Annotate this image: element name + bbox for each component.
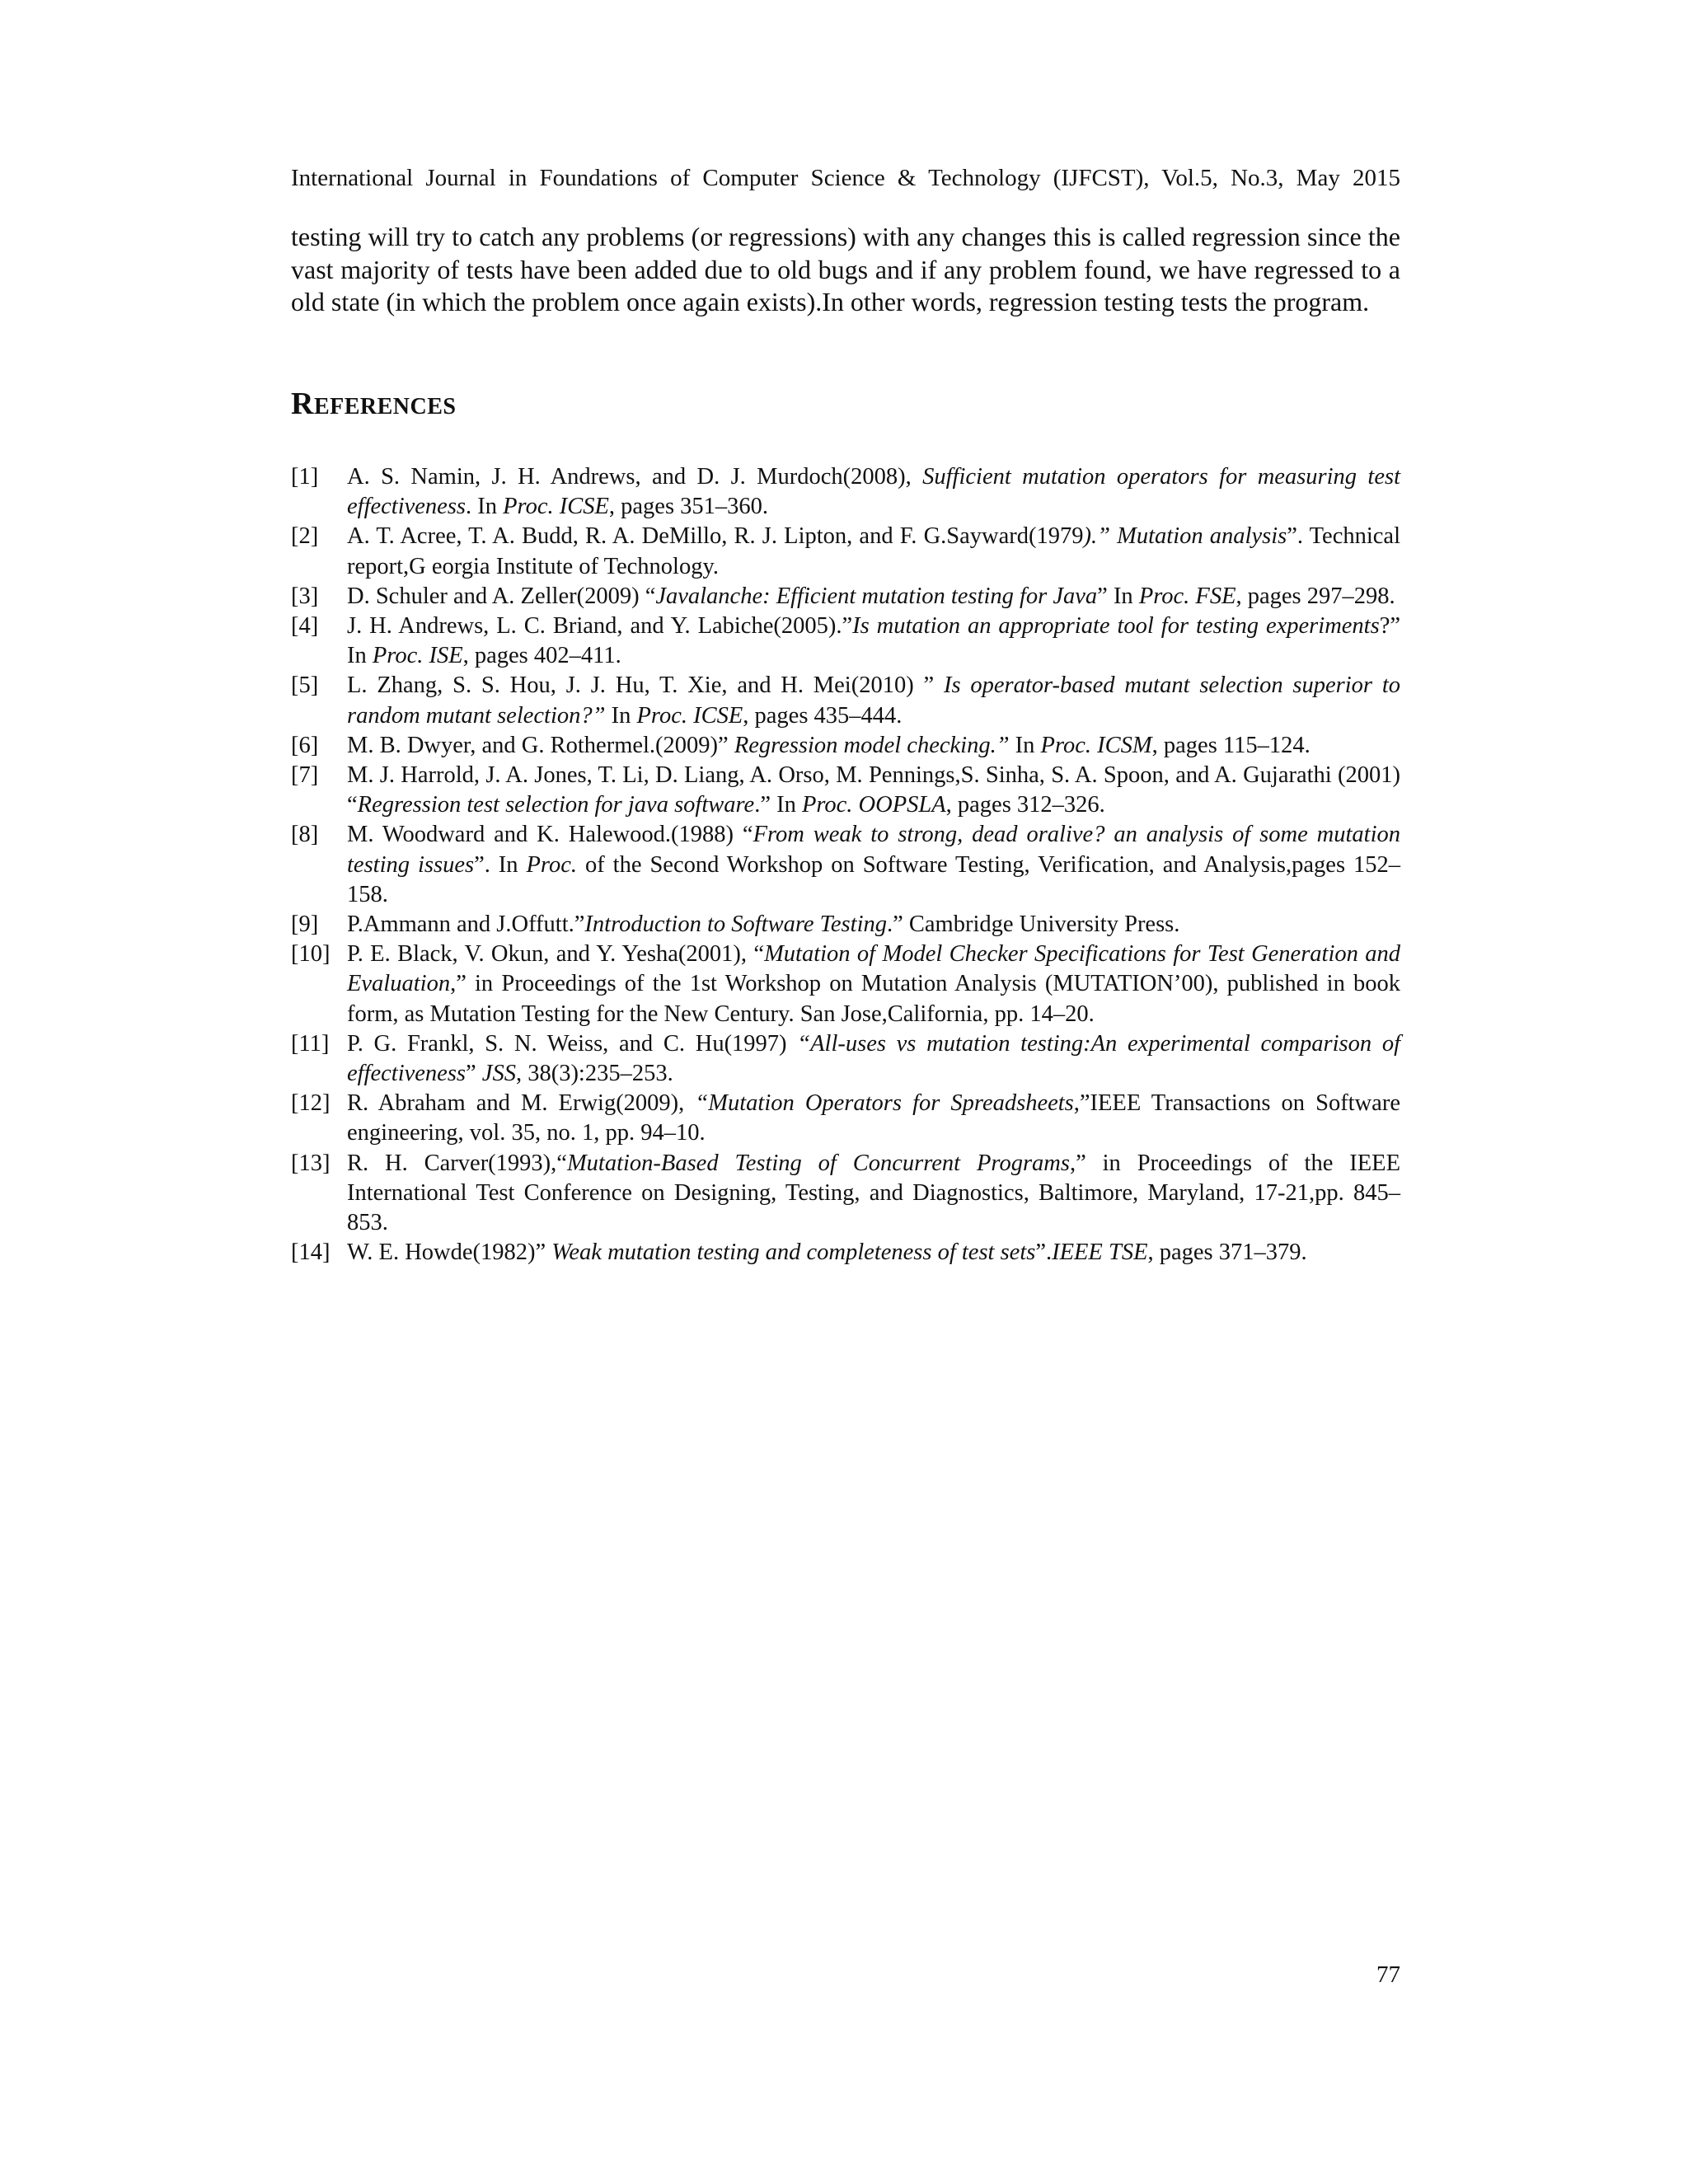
reference-number: [2] — [291, 523, 319, 550]
reference-text-segment: , pages 312–326. — [945, 792, 1105, 818]
reference-text — [347, 1149, 1400, 1239]
reference-text-segment: , pages 435–444. — [743, 702, 903, 729]
reference-text-segment: of the Second Workshop on Software Testing, Verification, and Analysis,pages 152–158. — [347, 851, 1400, 907]
reference-text — [347, 671, 1400, 730]
reference-italic-segment: From weak to strong, dead oralive? an analysis of some mutation testing issues — [347, 822, 1400, 878]
reference-text — [347, 1238, 1400, 1268]
reference-number: [13] — [291, 1150, 331, 1176]
reference-text-segment: ” — [466, 1061, 482, 1087]
reference-italic-segment: Proc. — [526, 851, 577, 878]
reference-text-segment: W. E. Howde(1982)” — [347, 1240, 552, 1266]
reference-number: [1] — [291, 464, 319, 490]
reference-text-segment: . In — [466, 494, 504, 520]
reference-item — [291, 761, 1400, 820]
reference-text-segment: , 38(3):235–253. — [515, 1061, 673, 1087]
reference-text-segment: P. G. Frankl, S. N. Weiss, and C. Hu(1997) — [347, 1030, 798, 1057]
reference-italic-segment: Proc. OOPSLA — [801, 792, 946, 818]
reference-italic-segment: Is operator-based mutant selection superior to random mutant selection?” — [347, 673, 1400, 729]
reference-italic-segment: Javalanche: Efficient mutation testing for Java — [655, 583, 1098, 609]
reference-item — [291, 522, 1400, 581]
references-heading — [291, 386, 457, 425]
reference-item — [291, 462, 1400, 522]
reference-number: [3] — [291, 583, 319, 609]
reference-italic-segment: JSS — [481, 1061, 516, 1087]
reference-text — [347, 1029, 1400, 1089]
reference-text — [347, 582, 1400, 612]
reference-item — [291, 582, 1400, 612]
reference-text-segment: P.Ammann and J.Offutt.” — [347, 912, 585, 938]
reference-number: [14] — [291, 1240, 331, 1266]
reference-item — [291, 910, 1400, 940]
reference-item — [291, 820, 1400, 910]
reference-item — [291, 1238, 1400, 1268]
reference-italic-segment: Weak mutation testing and completeness of test sets — [551, 1240, 1036, 1266]
reference-text-segment: M. B. Dwyer, and G. Rothermel.(2009)” — [347, 732, 734, 758]
reference-text-segment: D. Schuler and A. Zeller(2009) “ — [347, 583, 656, 609]
reference-text-segment: ,” in Proceedings of the IEEE International Test Conference on Designing, Testing, and Diagnostics, Baltimore, Maryland, 17-21,pp. 845–853. — [347, 1150, 1400, 1236]
reference-text — [347, 761, 1400, 820]
references-heading-initial: R — [291, 387, 314, 421]
reference-text-segment: , pages 297–298. — [1236, 583, 1395, 609]
reference-italic-segment: Proc. ISE — [372, 643, 463, 669]
body-paragraph: testing will try to catch any problems (or regressions) with any changes this is called regression since the vast majority of tests have been added due to old bugs and if any problem found, we have regressed to a old state (in which the problem once again exists).In other words, regression testing tests the program. — [291, 222, 1400, 316]
reference-text-segment: A. T. Acree, T. A. Budd, R. A. DeMillo, R. J. Lipton, and F. G.Sayward(1979 — [347, 523, 1084, 550]
reference-text-segment: .” Cambridge University Press. — [886, 912, 1180, 938]
reference-italic-segment: Regression model checking.” — [734, 732, 1010, 758]
reference-text-segment: R. H. Carver(1993),“ — [347, 1150, 567, 1176]
reference-italic-segment: “All-uses vs mutation testing:An experimental comparison of effectiveness — [347, 1030, 1400, 1087]
reference-text-segment: , pages 115–124. — [1151, 732, 1311, 758]
reference-text — [347, 731, 1400, 761]
reference-text — [347, 820, 1400, 910]
reference-italic-segment: Proc. ICSE — [503, 494, 609, 520]
reference-italic-segment: Regression test selection for java software — [357, 792, 755, 818]
reference-text-segment: ”. — [1035, 1240, 1053, 1266]
reference-text-segment: ” In — [1097, 583, 1139, 609]
reference-item — [291, 671, 1400, 730]
reference-text-segment: M. Woodward and K. Halewood.(1988) “ — [347, 822, 753, 848]
reference-item — [291, 612, 1400, 671]
reference-text — [347, 1089, 1400, 1148]
reference-text — [347, 940, 1400, 1029]
reference-text-segment: In — [1009, 732, 1041, 758]
page-number: 77 — [1376, 1961, 1400, 1988]
reference-number: [9] — [291, 912, 319, 938]
reference-item — [291, 731, 1400, 761]
reference-number: [4] — [291, 613, 319, 640]
reference-text — [347, 462, 1400, 522]
reference-number: [5] — [291, 673, 319, 699]
reference-number: [12] — [291, 1090, 331, 1117]
reference-italic-segment: IEEE TSE — [1052, 1240, 1148, 1266]
reference-italic-segment: “Mutation Operators for Spreadsheets — [695, 1090, 1074, 1117]
reference-text-segment: , pages 371–379. — [1147, 1240, 1307, 1266]
reference-number: [11] — [291, 1030, 330, 1057]
reference-italic-segment: Proc. ICSE — [636, 702, 743, 729]
reference-text-segment: , pages 402–411. — [462, 643, 621, 669]
reference-item — [291, 1029, 1400, 1089]
reference-italic-segment: Sufficient mutation operators for measuring test effectiveness — [347, 464, 1400, 520]
reference-number: [10] — [291, 941, 331, 968]
reference-text — [347, 612, 1400, 671]
reference-text-segment: R. Abraham and M. Erwig(2009), — [347, 1090, 696, 1117]
reference-list — [291, 462, 1400, 1268]
reference-number: [6] — [291, 732, 319, 758]
reference-text-segment: ,”IEEE Transactions on Software engineering, vol. 35, no. 1, pp. 94–10. — [347, 1090, 1400, 1146]
reference-italic-segment: Is mutation an appropriate tool for testing experiments — [852, 613, 1380, 640]
reference-italic-segment: ).” Mutation analysis — [1083, 523, 1287, 550]
reference-text-segment: J. H. Andrews, L. C. Briand, and Y. Labiche(2005).” — [347, 613, 853, 640]
reference-italic-segment: Mutation of Model Checker Specifications for Test Generation and Evaluation — [347, 941, 1401, 997]
reference-item — [291, 1089, 1400, 1148]
references-heading-rest: EFERENCES — [313, 394, 457, 419]
reference-text-segment: ”. In — [474, 851, 527, 878]
reference-number: [8] — [291, 822, 319, 848]
reference-text-segment: ?” In — [347, 613, 1400, 669]
reference-text-segment: ”. Technical report,G eorgia Institute of Technology. — [347, 523, 1400, 579]
reference-italic-segment: Introduction to Software Testing — [584, 912, 887, 938]
reference-italic-segment: Proc. ICSM — [1040, 732, 1152, 758]
reference-text-segment: , pages 351–360. — [608, 494, 769, 520]
reference-italic-segment: Proc. FSE — [1138, 583, 1236, 609]
reference-text-segment: In — [605, 702, 637, 729]
reference-text-segment: L. Zhang, S. S. Hou, J. J. Hu, T. Xie, and H. Mei(2010) ” — [347, 673, 944, 699]
reference-text — [347, 910, 1400, 940]
reference-item — [291, 940, 1400, 1029]
reference-item — [291, 1149, 1400, 1239]
reference-text-segment: A. S. Namin, J. H. Andrews, and D. J. Murdoch(2008), — [347, 464, 923, 490]
reference-text — [347, 522, 1400, 581]
reference-text-segment: P. E. Black, V. Okun, and Y. Yesha(2001), “ — [347, 941, 765, 968]
reference-text-segment: ,” in Proceedings of the 1st Workshop on Mutation Analysis (MUTATION’00), published in book form, as Mutation Testing for the New Century. San Jose,California, pp. 14–20. — [347, 971, 1400, 1027]
running-header: International Journal in Foundations of Computer Science & Technology (IJFCST), Vol.5, No.3, May 2015 — [291, 165, 1400, 191]
reference-number: [7] — [291, 762, 319, 789]
reference-text-segment: .” In — [754, 792, 802, 818]
reference-text-segment: M. J. Harrold, J. A. Jones, T. Li, D. Liang, A. Orso, M. Pennings,S. Sinha, S. A. Spoon, and A. Gujarathi (2001) “ — [347, 762, 1400, 818]
reference-italic-segment: Mutation-Based Testing of Concurrent Programs — [566, 1150, 1070, 1176]
